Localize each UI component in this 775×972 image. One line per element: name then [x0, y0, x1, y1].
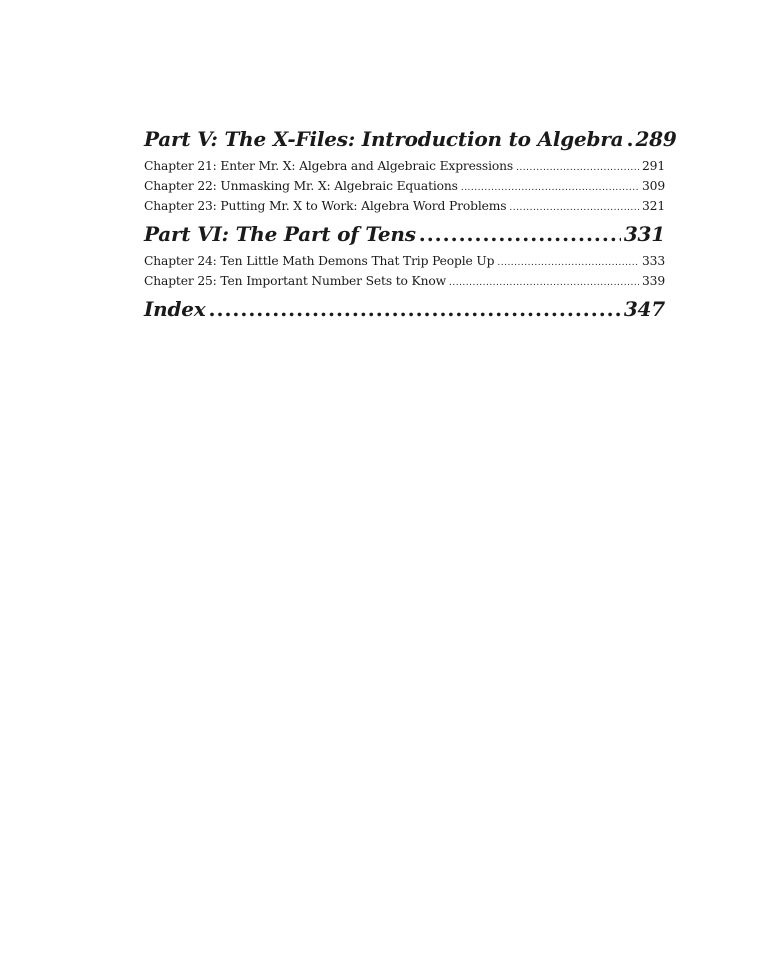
chapter-title: Chapter 22: Unmasking Mr. X: Algebraic Equations: [144, 179, 458, 193]
part-title: Part V: The X-Files: Introduction to Algebra: [144, 127, 624, 151]
page-number: 333: [641, 254, 665, 268]
dot-leader: [449, 273, 639, 293]
toc-part-6[interactable]: [144, 219, 665, 249]
page-number: 309: [641, 179, 665, 193]
table-of-contents: [144, 124, 677, 324]
page-number: 291: [641, 159, 665, 173]
toc-chapter-23[interactable]: [144, 196, 665, 216]
toc-chapter-25[interactable]: [144, 271, 665, 291]
toc-chapter-21[interactable]: [144, 156, 665, 176]
index-title: Index: [144, 297, 206, 321]
page-number: 289: [635, 127, 677, 151]
toc-chapter-24[interactable]: [144, 251, 665, 271]
toc-part-5[interactable]: [144, 124, 677, 154]
dot-leader: [209, 294, 621, 324]
page-number: 321: [641, 199, 665, 213]
chapter-title: Chapter 21: Enter Mr. X: Algebra and Algebraic Expressions: [144, 159, 514, 173]
part-title: Part VI: The Part of Tens: [144, 222, 416, 246]
toc-index[interactable]: [144, 294, 665, 324]
dot-leader: [509, 198, 639, 218]
page-number: 347: [623, 297, 665, 321]
dot-leader: [626, 124, 632, 154]
page-number: 331: [623, 222, 665, 246]
dot-leader: [516, 158, 639, 178]
toc-chapter-22[interactable]: [144, 176, 665, 196]
dot-leader: [419, 219, 621, 249]
chapter-title: Chapter 24: Ten Little Math Demons That Trip People Up: [144, 254, 495, 268]
chapter-title: Chapter 23: Putting Mr. X to Work: Algebra Word Problems: [144, 199, 507, 213]
chapter-title: Chapter 25: Ten Important Number Sets to Know: [144, 274, 446, 288]
page-number: 339: [641, 274, 665, 288]
dot-leader: [497, 253, 639, 273]
dot-leader: [461, 178, 639, 198]
